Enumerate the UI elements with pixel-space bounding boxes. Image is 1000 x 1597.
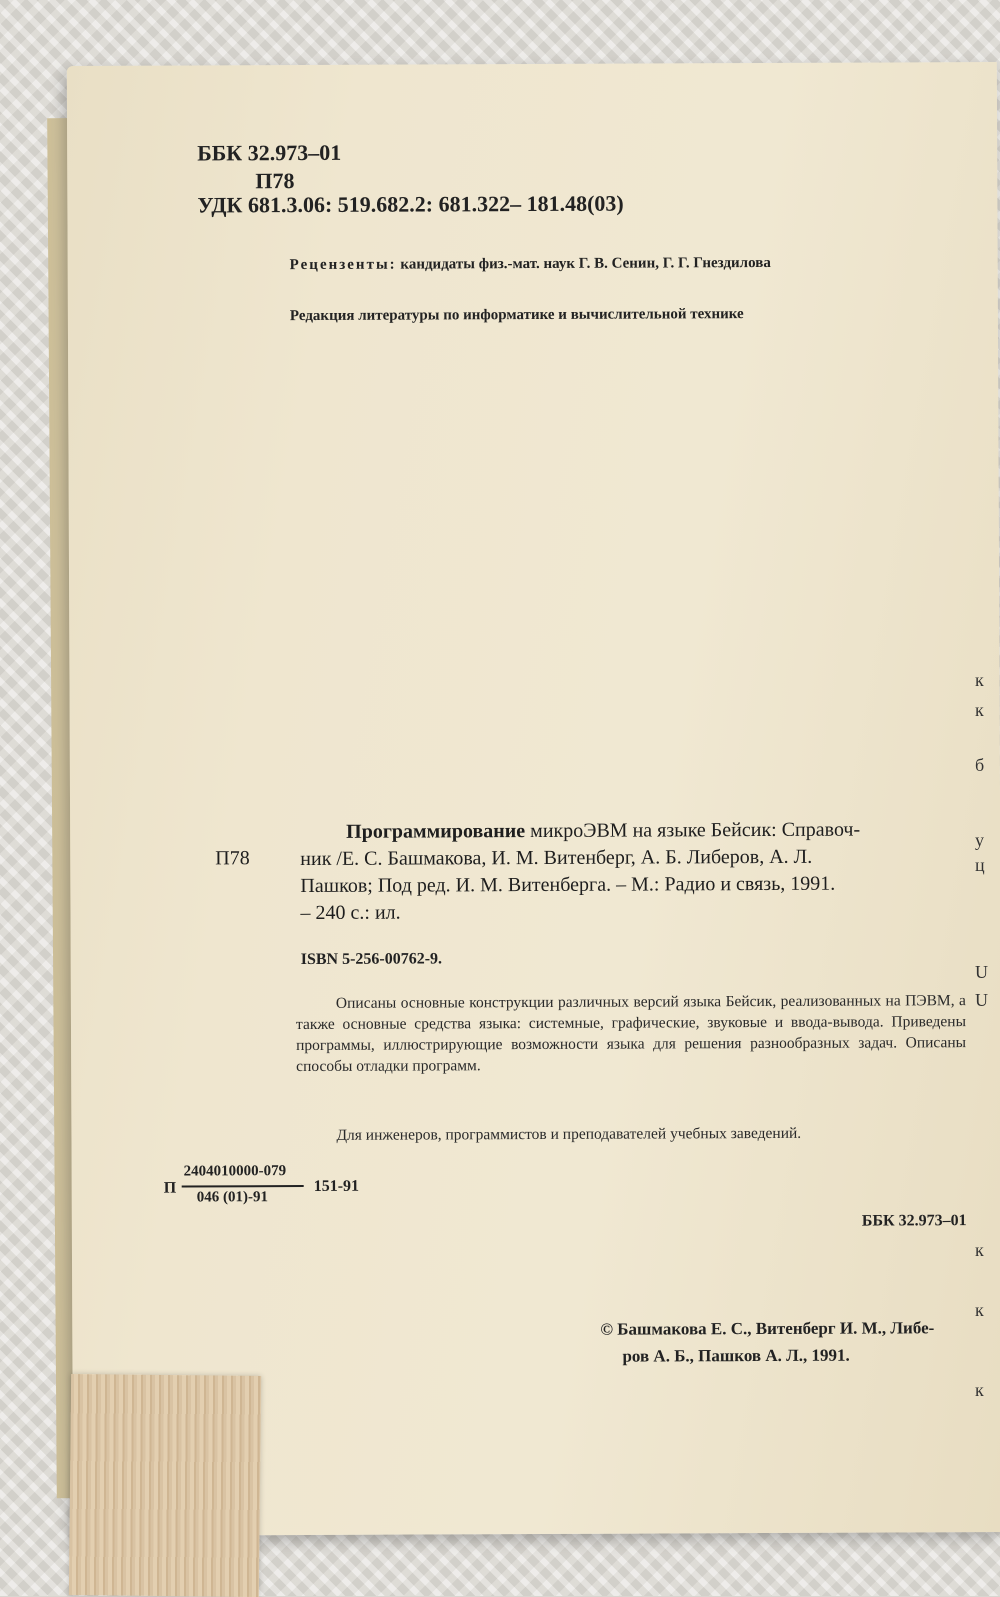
fraction-numerator: 2404010000-079 [183,1163,287,1180]
editorial-office: Редакция литературы по информатике и вычислительной технике [289,306,744,325]
author-mark: П78 [255,168,295,194]
side-glyph: U [975,962,988,982]
audience-paragraph: Для инженеров, программистов и преподавателей учебных заведений. [336,1124,802,1144]
side-glyph: к [975,670,984,690]
isbn: ISBN 5-256-00762-9. [300,950,443,969]
fraction-suffix: 151-91 [313,1177,360,1195]
abstract-paragraph: Описаны основные конструкции различных версий языка Бейсик, реализованных на ПЭВМ, а также основные средства языка: системные, графические, звуковые и ввода-вывода. Приведены программы, иллюстрирующие возможности языка для решения разнообразных задач. Описаны способы отладки программ. [295,992,967,1076]
side-glyph: U [975,990,988,1010]
fraction-prefix: П [163,1179,177,1197]
catalog-title-bold: Программирование [346,820,526,843]
reviewers-label: Рецензенты: [289,256,397,274]
udk-code: УДК 681.3.06: 519.682.2: 681.322– 181.48(03) [197,190,624,218]
catalog-line-3: Пашков; Под ред. И. М. Витенберга. – М.: Радио и связь, 1991. [300,872,836,898]
copyright-line-2: ров А. Б., Пашков А. Л., 1991. [622,1345,850,1366]
catalog-code: П78 [215,847,250,870]
side-glyph: к [975,1380,984,1400]
catalog-line-2: ник /Е. С. Башмакова, И. М. Витенберг, А. Б. Либеров, А. Л. [300,845,813,871]
fraction-line [182,1185,304,1187]
catalog-line1-text: микроЭВМ на языке Бейсик: Справоч- [530,818,861,843]
fraction-denominator: 046 (01)-91 [196,1189,269,1206]
side-glyph: к [975,1300,984,1320]
side-glyph: б [975,755,985,775]
bbk-code: ББК 32.973–01 [197,139,342,166]
reviewers-text: кандидаты физ.-мат. наук Г. В. Сенин, Г. Г. Гнездилова [400,254,771,273]
side-glyph: к [975,1240,984,1260]
catalog-line-1 [346,817,860,846]
reviewers-line [290,255,771,274]
side-glyph: к [975,700,984,720]
book-page [67,62,1000,1536]
side-glyph: у [975,830,984,850]
catalog-line-4: – 240 с.: ил. [300,901,401,925]
bbk-bottom: ББК 32.973–01 [861,1212,967,1230]
side-glyph: ц [975,855,985,875]
copyright-line-1: © Башмакова Е. С., Витенберг И. М., Либе- [600,1318,935,1339]
wooden-bookmark [69,1374,261,1597]
